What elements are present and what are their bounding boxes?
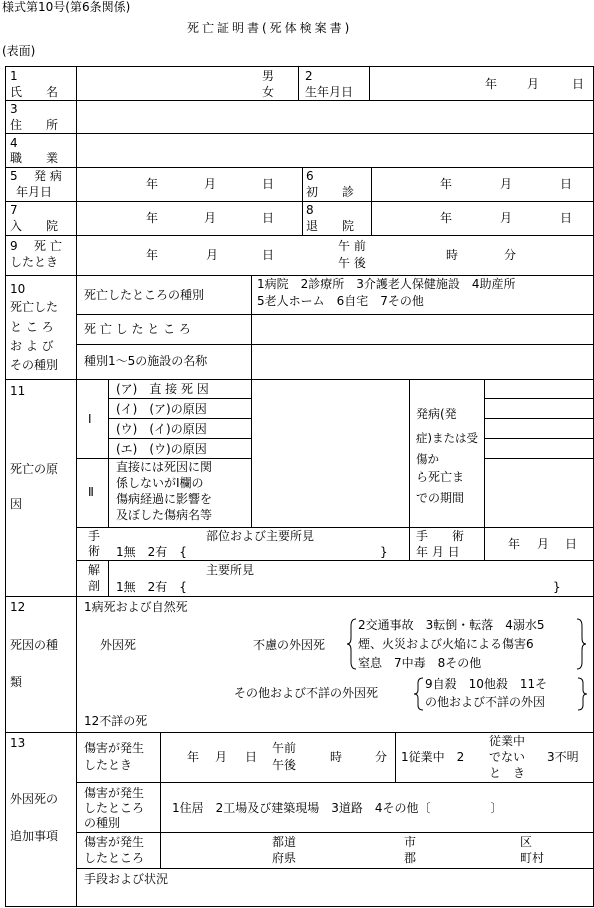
ward-label: 区 bbox=[520, 835, 533, 849]
address-label: 住 所 bbox=[10, 118, 59, 132]
other-external-label: その他および不詳の外因死 bbox=[234, 686, 379, 700]
part-two-mark: Ⅱ bbox=[88, 485, 94, 499]
place-label: その種別 bbox=[10, 358, 59, 372]
date-month: 月 bbox=[204, 177, 217, 191]
am-option[interactable]: 午前 bbox=[272, 741, 297, 755]
surgery-date-label: 年 月 日 bbox=[416, 545, 460, 559]
part-two-text: 及ぼした傷病名等 bbox=[116, 508, 213, 522]
accidental-options[interactable]: 2交通事故 3転倒・転落 4溺水5 bbox=[358, 618, 545, 632]
date-month: 月 bbox=[537, 537, 550, 551]
row-number: 9 bbox=[10, 239, 18, 253]
place-label: 死亡した bbox=[10, 300, 59, 314]
surgery-options[interactable]: 1無 2有 { bbox=[116, 545, 187, 559]
death-place-label: 死 亡 し た と こ ろ bbox=[84, 322, 191, 336]
work-option[interactable]: 従業中 bbox=[489, 734, 526, 748]
cause-label: 因 bbox=[10, 497, 23, 511]
dob-label: 生年月日 bbox=[305, 85, 354, 99]
part-two-text: 直接には死因に関 bbox=[116, 460, 213, 474]
date-year: 年 bbox=[146, 211, 159, 225]
prefecture-label: 都道 bbox=[272, 835, 297, 849]
cause-line-c: (ウ) (イ)の原因 bbox=[116, 422, 207, 436]
autopsy-findings-label: 主要所見 bbox=[206, 563, 255, 577]
death-time-label: したとき bbox=[10, 255, 59, 269]
period-label: ら死亡ま bbox=[416, 470, 465, 484]
surgery-close-brace: } bbox=[380, 545, 388, 559]
discharge-label: 退 院 bbox=[306, 219, 355, 233]
cause-line-d: (エ) (ウ)の原因 bbox=[116, 442, 207, 456]
external-death-label: 外因死 bbox=[100, 638, 137, 652]
name-label: 氏 名 bbox=[10, 85, 59, 99]
row-number: 2 bbox=[305, 69, 313, 83]
surgery-date-label: 手 術 bbox=[416, 529, 465, 543]
surgery-label: 術 bbox=[88, 544, 101, 558]
kind-label: 類 bbox=[10, 675, 23, 689]
gender-female[interactable]: 女 bbox=[262, 85, 275, 99]
unknown-death-option[interactable]: 12不詳の死 bbox=[84, 714, 148, 728]
injury-place-options[interactable]: 1住居 2工場及び建築現場 3道路 4その他〔 〕 bbox=[172, 801, 503, 815]
place-label: と こ ろ bbox=[10, 320, 54, 334]
date-year: 年 bbox=[508, 537, 521, 551]
kind-label: 死因の種 bbox=[10, 638, 59, 652]
cause-line-a: (ア) 直 接 死 因 bbox=[116, 382, 209, 396]
pm-option[interactable]: 午後 bbox=[272, 758, 297, 772]
surgery-label: 手 bbox=[88, 529, 101, 543]
accidental-options[interactable]: 窒息 7中毒 8その他 bbox=[358, 656, 482, 670]
injury-time-label: したとき bbox=[84, 758, 133, 772]
work-option[interactable]: でない bbox=[489, 750, 526, 764]
time-hour: 時 bbox=[330, 750, 343, 764]
date-year: 年 bbox=[440, 177, 453, 191]
row-number: 10 bbox=[10, 282, 26, 296]
time-minute: 分 bbox=[504, 248, 517, 262]
cause-label: 死亡の原 bbox=[10, 462, 59, 476]
date-month: 月 bbox=[500, 211, 513, 225]
form-title: 死亡証明書(死体検案書) bbox=[187, 21, 353, 35]
date-month: 月 bbox=[206, 248, 219, 262]
brace-icon bbox=[576, 677, 588, 711]
date-day: 日 bbox=[262, 211, 275, 225]
onset-label: 発 病 bbox=[34, 169, 62, 183]
date-month: 月 bbox=[500, 177, 513, 191]
means-field[interactable] bbox=[77, 886, 592, 905]
period-label: 発病(発 bbox=[416, 407, 457, 421]
place-type-label: 死亡したところの種別 bbox=[84, 288, 205, 302]
first-exam-label: 初 診 bbox=[306, 185, 355, 199]
occupation-field[interactable] bbox=[77, 134, 592, 166]
gender-male[interactable]: 男 bbox=[262, 69, 275, 83]
place-type-options[interactable]: 5老人ホーム 6自宅 7その他 bbox=[257, 294, 424, 308]
cause-line-b: (イ) (ア)の原因 bbox=[116, 402, 207, 416]
facility-name-field[interactable] bbox=[252, 345, 592, 378]
autopsy-options[interactable]: 1無 2有 { bbox=[116, 580, 187, 594]
date-year: 年 bbox=[146, 177, 159, 191]
other-external-options[interactable]: 9自殺 10他殺 11そ bbox=[425, 677, 548, 691]
date-day: 日 bbox=[572, 77, 585, 91]
am-option[interactable]: 午 前 bbox=[338, 239, 366, 253]
injury-time-label: 傷害が発生 bbox=[84, 741, 145, 755]
date-month: 月 bbox=[527, 77, 540, 91]
date-year: 年 bbox=[146, 248, 159, 262]
date-month: 月 bbox=[215, 750, 228, 764]
address-field[interactable] bbox=[77, 101, 592, 132]
form-number: 様式第10号(第6条関係) bbox=[2, 0, 131, 14]
part-one-mark: Ⅰ bbox=[88, 412, 92, 426]
row-number: 12 bbox=[10, 600, 26, 614]
county-label: 郡 bbox=[404, 851, 417, 865]
period-label: 症)または受傷か bbox=[416, 431, 478, 466]
cause-entry-field[interactable] bbox=[252, 380, 408, 526]
date-day: 日 bbox=[565, 537, 578, 551]
row-number: 8 bbox=[306, 203, 314, 217]
date-day: 日 bbox=[245, 750, 258, 764]
date-day: 日 bbox=[560, 177, 573, 191]
date-day: 日 bbox=[262, 248, 275, 262]
row-number: 5 bbox=[10, 169, 18, 183]
time-minute: 分 bbox=[375, 750, 388, 764]
accidental-options[interactable]: 煙、火災および火焔による傷害6 bbox=[358, 637, 534, 651]
time-hour: 時 bbox=[446, 248, 459, 262]
city-label: 市 bbox=[404, 835, 417, 849]
occupation-label: 職 業 bbox=[10, 151, 59, 165]
onset-label: 年月日 bbox=[16, 185, 53, 199]
side-label: (表面) bbox=[2, 44, 36, 58]
external-label: 外因死の bbox=[10, 792, 59, 806]
row-number: 11 bbox=[10, 384, 26, 398]
row-number: 4 bbox=[10, 136, 18, 150]
town-label: 町村 bbox=[520, 851, 545, 865]
external-label: 追加事項 bbox=[10, 829, 59, 843]
injury-place-label: したところ bbox=[84, 851, 145, 865]
brace-icon bbox=[413, 677, 425, 711]
death-place-field[interactable] bbox=[252, 315, 592, 343]
autopsy-label: 解 bbox=[88, 563, 101, 577]
accidental-death-label: 不慮の外因死 bbox=[253, 638, 326, 652]
brace-icon bbox=[575, 618, 587, 670]
unknown-option[interactable]: 3不明 bbox=[547, 750, 579, 764]
death-time-label: 死 亡 bbox=[34, 239, 62, 253]
injury-place-type-label: の種別 bbox=[84, 816, 121, 830]
date-year: 年 bbox=[485, 77, 498, 91]
admission-label: 入 院 bbox=[10, 219, 59, 233]
place-type-options[interactable]: 1病院 2診療所 3介護老人保健施設 4助産所 bbox=[257, 277, 516, 291]
autopsy-close-brace: } bbox=[553, 580, 561, 594]
date-year: 年 bbox=[187, 750, 200, 764]
injury-place-label: 傷害が発生 bbox=[84, 835, 145, 849]
surgery-findings-label: 部位および主要所見 bbox=[206, 529, 315, 543]
date-day: 日 bbox=[560, 211, 573, 225]
facility-name-label: 種別1～5の施設の名称 bbox=[84, 354, 208, 368]
brace-icon bbox=[346, 618, 358, 670]
autopsy-label: 剖 bbox=[88, 579, 101, 593]
work-option[interactable]: と き bbox=[489, 766, 526, 780]
date-day: 日 bbox=[262, 177, 275, 191]
row-number: 6 bbox=[306, 169, 314, 183]
other-external-options[interactable]: の他および不詳の外因 bbox=[425, 695, 546, 709]
means-label: 手段および状況 bbox=[84, 872, 169, 886]
period-label: での期間 bbox=[416, 491, 465, 505]
date-month: 月 bbox=[204, 211, 217, 225]
injury-place-type-label: 傷害が発生 bbox=[84, 786, 145, 800]
pm-option[interactable]: 午 後 bbox=[338, 256, 366, 270]
part-two-text: 係しないがⅠ欄の bbox=[116, 476, 204, 490]
work-option[interactable]: 1従業中 2 bbox=[401, 750, 465, 764]
row-number: 3 bbox=[10, 102, 18, 116]
row-number: 7 bbox=[10, 203, 18, 217]
row-number: 1 bbox=[10, 69, 18, 83]
place-label: お よ び bbox=[10, 339, 54, 353]
part-two-text: 傷病経過に影響を bbox=[116, 492, 213, 506]
date-year: 年 bbox=[440, 211, 453, 225]
natural-death-option[interactable]: 1病死および自然死 bbox=[84, 600, 188, 614]
prefecture-label: 府県 bbox=[272, 851, 297, 865]
row-number: 13 bbox=[10, 736, 26, 750]
injury-place-type-label: したところ bbox=[84, 801, 145, 815]
